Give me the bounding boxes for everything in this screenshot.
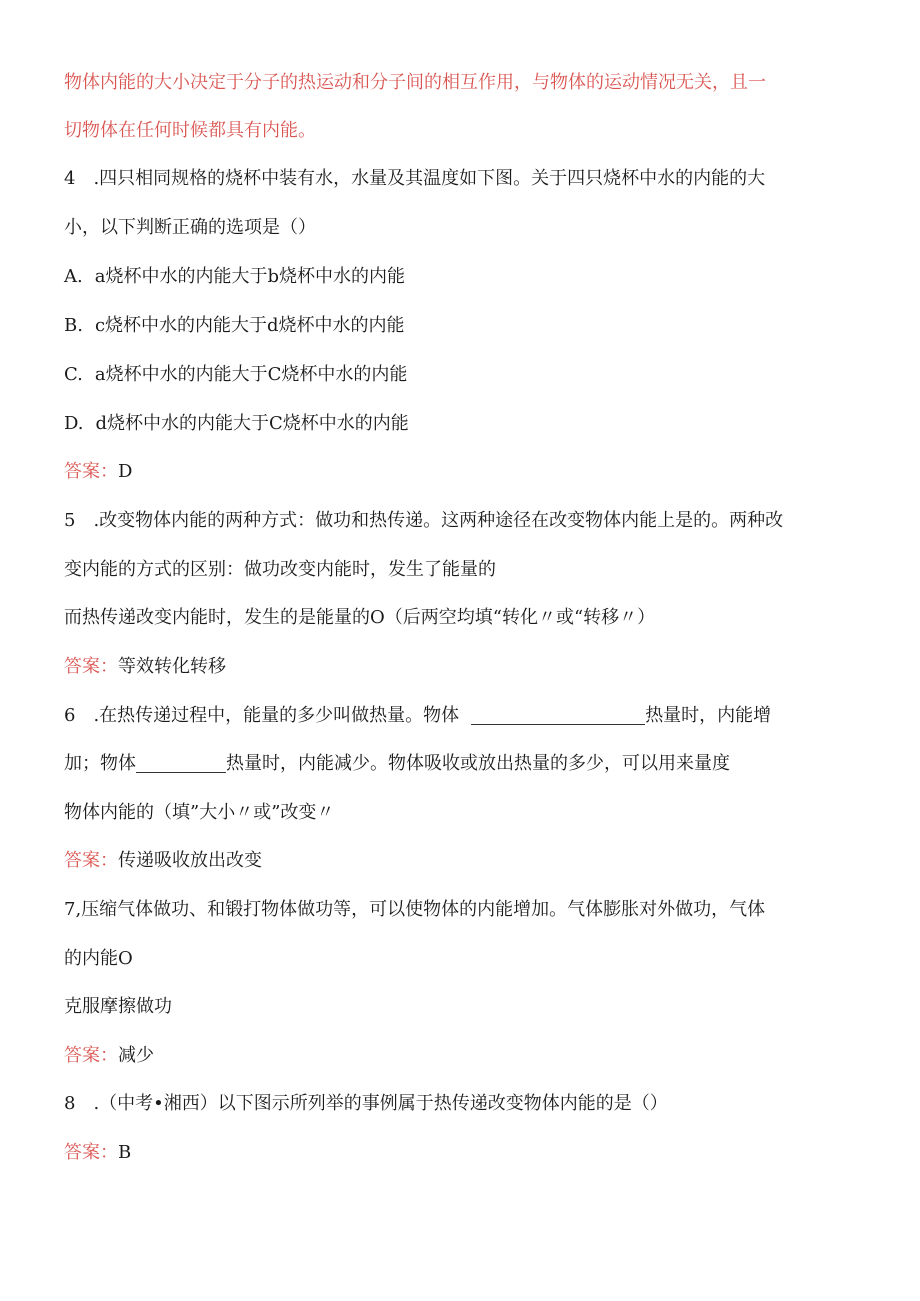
question-6-line-1 (64, 707, 771, 725)
question-4-line-2: 小，以下判断正确的选项是（） (64, 217, 316, 238)
option-d (64, 415, 409, 433)
answer-5 (64, 658, 226, 676)
answer-4-value: D (118, 461, 133, 482)
question-8-line-1 (64, 1095, 668, 1113)
answer-8-value: B (118, 1142, 132, 1163)
question-7-line-1: 7,压缩气体做功、和锻打物体做功等，可以使物体的内能增加。气体膨胀对外做功，气体 (64, 899, 766, 920)
question-6-number: 6 (64, 705, 76, 726)
question-6-line-3: 物体内能的（填”大小〃或”改变〃 (64, 802, 335, 823)
answer-6 (64, 852, 262, 870)
question-5-line-1 (64, 512, 783, 530)
question-6-text-1b: 热量时，内能增 (645, 705, 772, 726)
blank-field (136, 755, 226, 773)
intro-line-1: 物体内能的大小决定于分子的热运动和分子间的相互作用，与物体的运动情况无关，且一 (64, 72, 766, 93)
option-d-letter: D. (64, 413, 84, 434)
question-4-line-1 (64, 170, 765, 188)
answer-label: 答案： (64, 461, 118, 482)
answer-4 (64, 463, 132, 481)
question-7-line-2: 的内能O (64, 948, 133, 969)
answer-label: 答案： (64, 1142, 118, 1163)
question-6-text-2b: 热量时，内能减少。物体吸收或放出热量的多少，可以用来量度 (226, 753, 730, 774)
question-5-line-3: 而热传递改变内能时，发生的是能量的O（后两空均填“转化〃或“转移〃） (64, 607, 656, 628)
option-b-text: c烧杯中水的内能大于d烧杯中水的内能 (94, 315, 405, 336)
intro-line-2: 切物体在任何时候都具有内能。 (64, 120, 316, 141)
answer-6-value: 传递吸收放出改变 (118, 850, 262, 871)
answer-7 (64, 1047, 154, 1065)
answer-label: 答案： (64, 850, 118, 871)
question-6-text-2a: 加；物体 (64, 753, 136, 774)
option-c-text: a烧杯中水的内能大于C烧杯中水的内能 (94, 364, 408, 385)
question-5-line-2: 变内能的方式的区别：做功改变内能时，发生了能量的 (64, 559, 496, 580)
blank-field (471, 707, 645, 725)
question-6-line-2 (64, 755, 730, 773)
question-7-line-3: 克服摩擦做功 (64, 996, 172, 1017)
option-a (64, 268, 405, 286)
question-5-text-1: .改变物体内能的两种方式：做功和热传递。这两种途径在改变物体内能上是的。两种改 (93, 510, 784, 531)
question-6-text-1a: .在热传递过程中，能量的多少叫做热量。物体 (93, 705, 460, 726)
answer-5-value: 等效转化转移 (118, 656, 226, 677)
option-c (64, 366, 407, 384)
question-4-number: 4 (64, 168, 76, 189)
answer-label: 答案： (64, 1045, 118, 1066)
answer-label: 答案： (64, 656, 118, 677)
question-5-number: 5 (64, 510, 76, 531)
option-c-letter: C. (64, 364, 83, 385)
answer-7-value: 减少 (118, 1045, 154, 1066)
option-b-letter: B. (64, 315, 83, 336)
question-4-text-1: .四只相同规格的烧杯中装有水，水量及其温度如下图。关于四只烧杯中水的内能的大 (93, 168, 766, 189)
question-8-text-1: .（中考•湘西）以下图示所列举的事例属于热传递改变物体内能的是（） (93, 1093, 668, 1114)
option-a-letter: A. (64, 266, 83, 287)
option-b (64, 317, 405, 335)
question-8-number: 8 (64, 1093, 76, 1114)
answer-8 (64, 1144, 131, 1162)
option-d-text: d烧杯中水的内能大于C烧杯中水的内能 (95, 413, 409, 434)
option-a-text: a烧杯中水的内能大于b烧杯中水的内能 (94, 266, 405, 287)
